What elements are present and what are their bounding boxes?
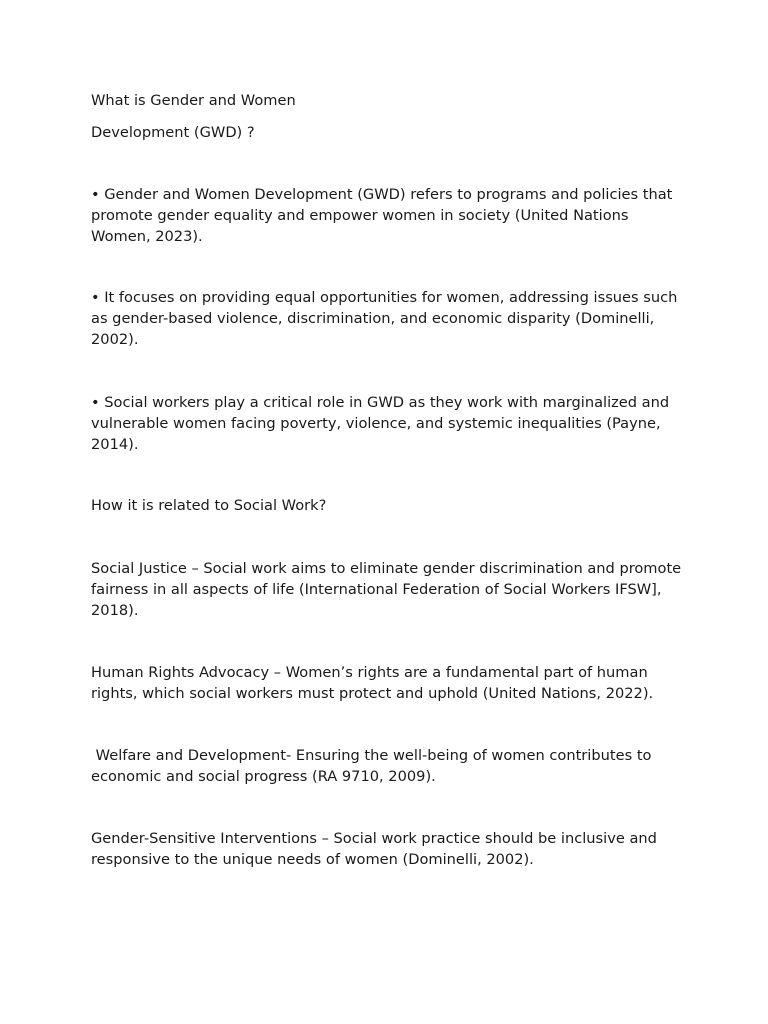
title-line-2: Development (GWD) ? xyxy=(91,124,255,141)
point-paragraph: Gender-Sensitive Interventions – Social work practice should be inclusive and responsive to the unique needs of women (Dominelli, 2002). xyxy=(91,830,662,868)
section-heading: How it is related to Social Work? xyxy=(91,497,327,514)
point-paragraph: Welfare and Development- Ensuring the well-being of women contributes to economic and social progress (RA 9710, 2009). xyxy=(91,747,657,785)
point-paragraph: Human Rights Advocacy – Women’s rights are a fundamental part of human rights, which social workers must protect and uphold (United Nations, 2022). xyxy=(91,664,654,702)
point-paragraph: Social Justice – Social work aims to eliminate gender discrimination and promote fairness in all aspects of life (International Federation of Social Workers IFSW], 2018). xyxy=(91,560,686,619)
bullet-paragraph: • It focuses on providing equal opportunities for women, addressing issues such as gender-based violence, discrimination, and economic disparity (Dominelli, 2002). xyxy=(91,289,683,348)
bullet-paragraph: • Social workers play a critical role in GWD as they work with marginalized and vulnerable women facing poverty, violence, and systemic inequalities (Payne, 2014). xyxy=(91,394,674,453)
bullet-paragraph: • Gender and Women Development (GWD) refers to programs and policies that promote gender equality and empower women in society (United Nations Women, 2023). xyxy=(91,186,678,245)
title-line-1: What is Gender and Women xyxy=(91,92,296,109)
